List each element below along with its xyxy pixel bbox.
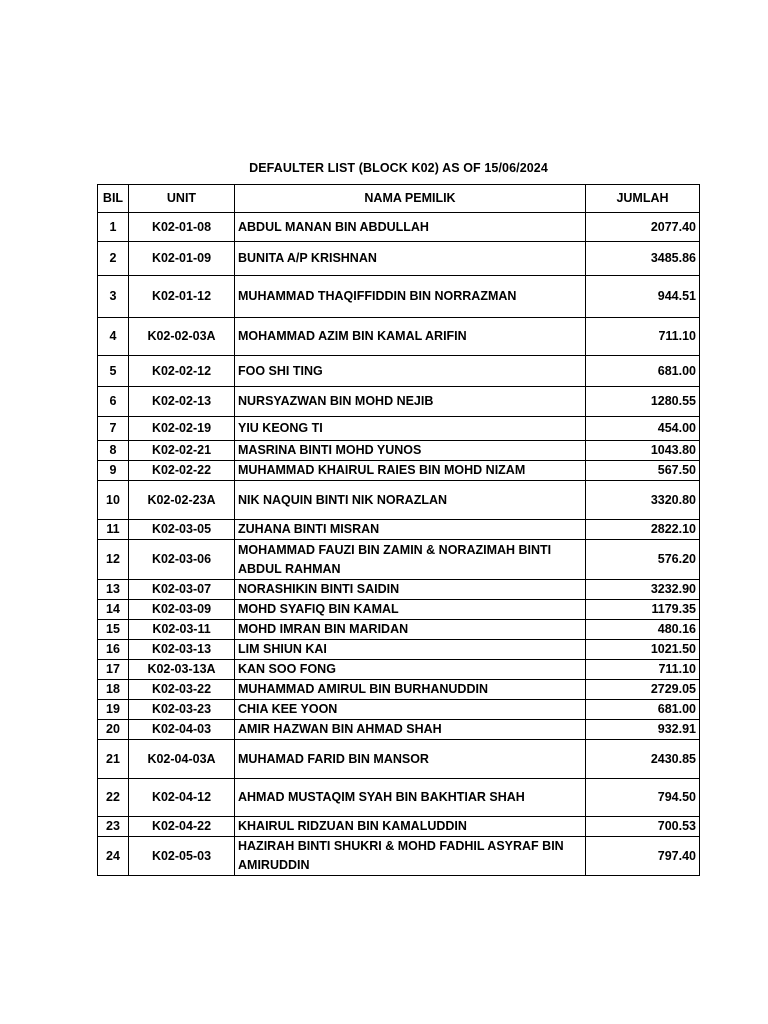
table-row — [98, 580, 700, 600]
row-unit: K02-03-22 — [129, 680, 235, 700]
table-row — [98, 441, 700, 461]
row-unit: K02-02-19 — [129, 417, 235, 441]
row-unit: K02-02-21 — [129, 441, 235, 461]
table-row — [98, 720, 700, 740]
row-bil: 3 — [98, 276, 129, 318]
row-unit: K02-04-12 — [129, 779, 235, 817]
row-name: CHIA KEE YOON — [235, 700, 586, 720]
row-unit: K02-03-09 — [129, 600, 235, 620]
table-row — [98, 600, 700, 620]
row-bil: 6 — [98, 387, 129, 417]
row-name: HAZIRAH BINTI SHUKRI & MOHD FADHIL ASYRAF BIN AMIRUDDIN — [235, 837, 586, 876]
row-unit: K02-01-09 — [129, 242, 235, 276]
row-bil: 8 — [98, 441, 129, 461]
row-unit: K02-03-05 — [129, 520, 235, 540]
defaulter-table — [97, 184, 700, 876]
row-amount: 2077.40 — [586, 213, 700, 242]
row-amount: 944.51 — [586, 276, 700, 318]
row-unit: K02-03-13A — [129, 660, 235, 680]
row-bil: 24 — [98, 837, 129, 876]
row-bil: 19 — [98, 700, 129, 720]
table-row — [98, 680, 700, 700]
row-unit: K02-03-06 — [129, 540, 235, 580]
row-amount: 3485.86 — [586, 242, 700, 276]
row-amount: 700.53 — [586, 817, 700, 837]
row-name: ZUHANA BINTI MISRAN — [235, 520, 586, 540]
row-unit: K02-02-13 — [129, 387, 235, 417]
row-amount: 794.50 — [586, 779, 700, 817]
row-name: MOHAMMAD FAUZI BIN ZAMIN & NORAZIMAH BINTI ABDUL RAHMAN — [235, 540, 586, 580]
table-row — [98, 387, 700, 417]
table-row — [98, 242, 700, 276]
row-bil: 13 — [98, 580, 129, 600]
row-unit: K02-03-11 — [129, 620, 235, 640]
row-unit: K02-03-07 — [129, 580, 235, 600]
row-name: AHMAD MUSTAQIM SYAH BIN BAKHTIAR SHAH — [235, 779, 586, 817]
row-name: AMIR HAZWAN BIN AHMAD SHAH — [235, 720, 586, 740]
row-unit: K02-04-22 — [129, 817, 235, 837]
row-amount: 576.20 — [586, 540, 700, 580]
row-unit: K02-01-08 — [129, 213, 235, 242]
row-amount: 2729.05 — [586, 680, 700, 700]
row-amount: 681.00 — [586, 356, 700, 387]
table-header-row — [98, 185, 700, 213]
document-title: DEFAULTER LIST (BLOCK K02) AS OF 15/06/2024 — [249, 161, 548, 175]
row-name: KHAIRUL RIDZUAN BIN KAMALUDDIN — [235, 817, 586, 837]
row-bil: 15 — [98, 620, 129, 640]
row-name: LIM SHIUN KAI — [235, 640, 586, 660]
row-bil: 11 — [98, 520, 129, 540]
row-name: MUHAMAD FARID BIN MANSOR — [235, 740, 586, 779]
row-unit: K02-03-23 — [129, 700, 235, 720]
row-amount: 1280.55 — [586, 387, 700, 417]
row-amount: 454.00 — [586, 417, 700, 441]
table-row — [98, 481, 700, 520]
row-amount: 681.00 — [586, 700, 700, 720]
row-amount: 711.10 — [586, 660, 700, 680]
row-unit: K02-05-03 — [129, 837, 235, 876]
row-unit: K02-02-03A — [129, 318, 235, 356]
row-bil: 4 — [98, 318, 129, 356]
header-name: NAMA PEMILIK — [235, 185, 586, 213]
table-row — [98, 276, 700, 318]
row-bil: 22 — [98, 779, 129, 817]
row-name: KAN SOO FONG — [235, 660, 586, 680]
row-name: BUNITA A/P KRISHNAN — [235, 242, 586, 276]
row-unit: K02-04-03A — [129, 740, 235, 779]
row-unit: K02-02-23A — [129, 481, 235, 520]
table-row — [98, 660, 700, 680]
table-row — [98, 837, 700, 876]
row-name: YIU KEONG TI — [235, 417, 586, 441]
table-row — [98, 779, 700, 817]
row-bil: 10 — [98, 481, 129, 520]
row-amount: 2430.85 — [586, 740, 700, 779]
row-unit: K02-04-03 — [129, 720, 235, 740]
row-bil: 18 — [98, 680, 129, 700]
row-amount: 3320.80 — [586, 481, 700, 520]
table-row — [98, 540, 700, 580]
table-row — [98, 461, 700, 481]
row-bil: 21 — [98, 740, 129, 779]
row-amount: 711.10 — [586, 318, 700, 356]
row-name: NIK NAQUIN BINTI NIK NORAZLAN — [235, 481, 586, 520]
row-amount: 797.40 — [586, 837, 700, 876]
table-row — [98, 620, 700, 640]
table-row — [98, 640, 700, 660]
table-row — [98, 318, 700, 356]
row-unit: K02-02-12 — [129, 356, 235, 387]
row-bil: 16 — [98, 640, 129, 660]
row-bil: 7 — [98, 417, 129, 441]
row-amount: 480.16 — [586, 620, 700, 640]
row-name: MUHAMMAD AMIRUL BIN BURHANUDDIN — [235, 680, 586, 700]
row-bil: 20 — [98, 720, 129, 740]
row-amount: 1043.80 — [586, 441, 700, 461]
row-amount: 932.91 — [586, 720, 700, 740]
table-body — [98, 213, 700, 876]
row-bil: 5 — [98, 356, 129, 387]
row-bil: 1 — [98, 213, 129, 242]
row-name: MASRINA BINTI MOHD YUNOS — [235, 441, 586, 461]
table-row — [98, 520, 700, 540]
row-bil: 2 — [98, 242, 129, 276]
row-name: MUHAMMAD THAQIFFIDDIN BIN NORRAZMAN — [235, 276, 586, 318]
row-name: MOHAMMAD AZIM BIN KAMAL ARIFIN — [235, 318, 586, 356]
table-row — [98, 356, 700, 387]
row-unit: K02-01-12 — [129, 276, 235, 318]
row-amount: 2822.10 — [586, 520, 700, 540]
row-amount: 567.50 — [586, 461, 700, 481]
row-amount: 3232.90 — [586, 580, 700, 600]
row-bil: 9 — [98, 461, 129, 481]
table-row — [98, 740, 700, 779]
table-row — [98, 700, 700, 720]
header-bil: BIL — [98, 185, 129, 213]
row-name: ABDUL MANAN BIN ABDULLAH — [235, 213, 586, 242]
row-bil: 17 — [98, 660, 129, 680]
row-bil: 23 — [98, 817, 129, 837]
table-row — [98, 417, 700, 441]
row-amount: 1179.35 — [586, 600, 700, 620]
row-name: MOHD SYAFIQ BIN KAMAL — [235, 600, 586, 620]
row-unit: K02-02-22 — [129, 461, 235, 481]
header-amount: JUMLAH — [586, 185, 700, 213]
table-row — [98, 817, 700, 837]
row-unit: K02-03-13 — [129, 640, 235, 660]
row-name: NORASHIKIN BINTI SAIDIN — [235, 580, 586, 600]
row-bil: 12 — [98, 540, 129, 580]
table-row — [98, 213, 700, 242]
row-name: MOHD IMRAN BIN MARIDAN — [235, 620, 586, 640]
row-name: MUHAMMAD KHAIRUL RAIES BIN MOHD NIZAM — [235, 461, 586, 481]
row-name: FOO SHI TING — [235, 356, 586, 387]
row-name: NURSYAZWAN BIN MOHD NEJIB — [235, 387, 586, 417]
header-unit: UNIT — [129, 185, 235, 213]
row-amount: 1021.50 — [586, 640, 700, 660]
row-bil: 14 — [98, 600, 129, 620]
